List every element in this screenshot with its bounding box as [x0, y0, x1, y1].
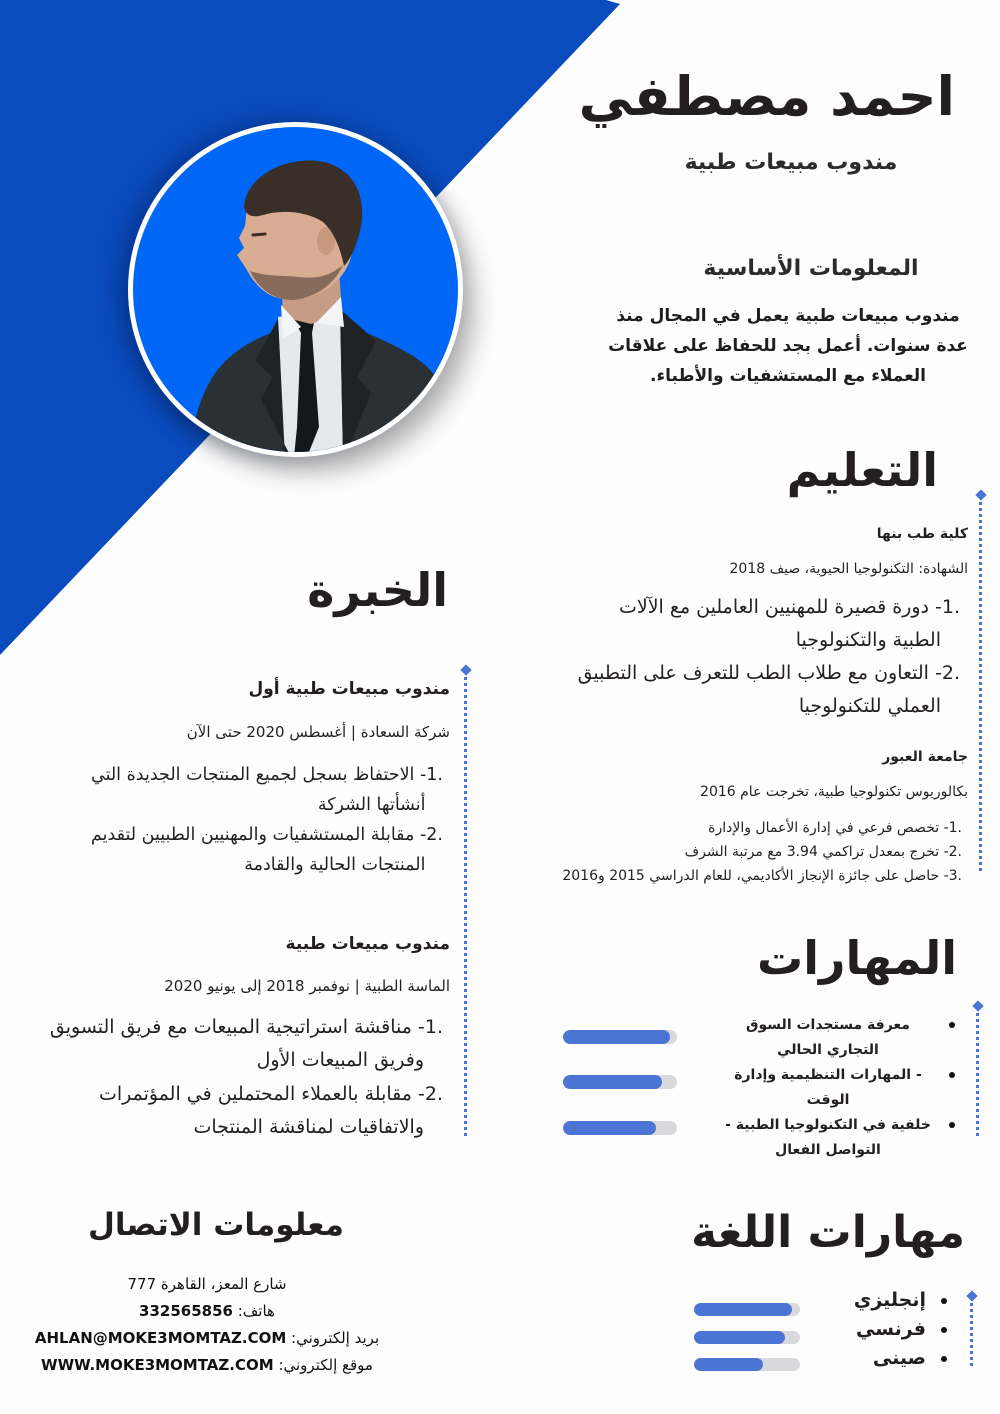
- list-item: [50, 1078, 443, 1145]
- language-level-bar: [694, 1331, 800, 1344]
- timeline-diamond-icon: [972, 1000, 983, 1011]
- website-label: موقع إلكتروني:: [273, 1356, 373, 1374]
- list-marker: 3.: [948, 868, 962, 884]
- skills-heading: المهارات: [757, 931, 957, 985]
- skill-item: [718, 1113, 938, 1163]
- skills-timeline: [976, 1013, 979, 1137]
- contact-email-row: [0, 1325, 414, 1352]
- list-item: [578, 657, 960, 723]
- email-label: بريد إلكتروني:: [286, 1329, 380, 1347]
- skill-level-bar: [563, 1030, 677, 1044]
- list-item: [562, 816, 962, 840]
- language-item: إنجليزي: [853, 1289, 926, 1311]
- list-marker: 2.: [941, 662, 960, 684]
- bullet-icon: [949, 1072, 955, 1078]
- job-company-dates: شركة السعادة | أغسطس 2020 حتى الآن: [186, 723, 450, 741]
- timeline-diamond-icon: [966, 1290, 977, 1301]
- list-item-text: - مناقشة استراتيجية المبيعات مع فريق التسويق: [49, 1016, 425, 1038]
- job-duties-list: [50, 1011, 443, 1144]
- contact-info: [0, 1271, 414, 1379]
- skill-level-fill: [563, 1075, 662, 1089]
- list-marker: 1.: [948, 820, 962, 836]
- education-institution: جامعة العبور: [882, 749, 968, 765]
- profile-summary-line: العملاء مع المستشفيات والأطباء.: [649, 366, 927, 386]
- education-heading: التعليم: [786, 443, 938, 497]
- contact-address: شارع المعز، القاهرة 777: [127, 1275, 287, 1293]
- timeline-diamond-icon: [460, 664, 471, 675]
- list-item-text: العملي للتكنولوجيا: [798, 695, 941, 717]
- skill-level-bar: [563, 1121, 677, 1135]
- skill-level-fill: [563, 1030, 670, 1044]
- skill-label-line: التجاري الحالي: [777, 1042, 879, 1058]
- bullet-icon: [949, 1122, 955, 1128]
- list-marker: 2.: [426, 825, 443, 845]
- profile-heading: المعلومات الأساسية: [703, 256, 919, 281]
- education-achievements-list: [562, 816, 962, 888]
- skill-item: [718, 1063, 938, 1113]
- list-item-text: - تخرج بمعدل تراكمي 3.94 مع مرتبة الشرف: [684, 844, 949, 860]
- candidate-name: احمد مصطفي: [578, 65, 955, 128]
- skill-level-bar: [563, 1075, 677, 1089]
- list-item-text: - دورة قصيرة للمهنيين العاملين مع الآلات: [618, 596, 942, 618]
- list-item-text: الطبية والتكنولوجيا: [795, 629, 941, 651]
- list-item: [50, 1011, 443, 1078]
- list-item-text: أنشأتها الشركة: [317, 795, 426, 815]
- phone-number[interactable]: 332565856: [139, 1302, 233, 1320]
- profile-summary-line: عدة سنوات. أعمل بجد للحفاظ على علاقات: [608, 336, 968, 356]
- languages-timeline: [970, 1303, 973, 1369]
- contact-website-row: [0, 1352, 414, 1379]
- skill-label-line: معرفة مستجدات السوق: [746, 1017, 910, 1033]
- list-marker: 1.: [426, 765, 443, 785]
- language-level-bar: [694, 1303, 800, 1316]
- bullet-icon: [941, 1327, 947, 1333]
- contact-phone-row: [0, 1298, 414, 1325]
- education-achievements-list: [578, 591, 960, 723]
- education-institution: كلية طب بنها: [876, 526, 968, 542]
- website-link[interactable]: WWW.MOKE3MOMTAZ.COM: [41, 1356, 274, 1374]
- man-in-suit-portrait-icon: [133, 127, 458, 452]
- language-level-bar: [694, 1358, 800, 1371]
- skill-item: [718, 1013, 938, 1063]
- experience-heading: الخبرة: [307, 563, 448, 617]
- language-item: فرنسي: [856, 1318, 926, 1340]
- list-item-text: وفريق المبيعات الأول: [256, 1049, 424, 1072]
- bullet-icon: [941, 1356, 947, 1362]
- language-item: صينى: [872, 1347, 926, 1369]
- list-item: [91, 760, 443, 820]
- profile-photo: [128, 122, 463, 457]
- skill-label-line: خلفية في التكنولوجيا الطبية -: [725, 1117, 931, 1133]
- education-degree: الشهادة: التكنولوجيا الحيوية، صيف 2018: [729, 561, 968, 577]
- profile-summary-line: مندوب مبيعات طبية يعمل في المجال منذ: [616, 306, 960, 326]
- languages-list: [854, 1286, 926, 1373]
- list-item-text: - مقابلة المستشفيات والمهنيين الطبيين لتقديم: [90, 825, 427, 845]
- email-link[interactable]: AHLAN@MOKE3MOMTAZ.COM: [34, 1329, 287, 1347]
- list-item-text: - تخصص فرعي في إدارة الأعمال والإدارة: [708, 820, 949, 836]
- bullet-icon: [949, 1022, 955, 1028]
- list-marker: 2.: [424, 1082, 443, 1105]
- list-item: [562, 864, 962, 888]
- contact-heading: معلومات الاتصال: [88, 1207, 344, 1243]
- education-timeline: [979, 502, 982, 874]
- languages-heading: مهارات اللغة: [691, 1207, 965, 1258]
- list-marker: 1.: [424, 1016, 443, 1038]
- list-item-text: - الاحتفاظ بسجل لجميع المنتجات الجديدة التي: [90, 765, 427, 785]
- job-title: مندوب مبيعات طبية: [684, 150, 898, 175]
- experience-timeline: [464, 677, 467, 1137]
- skill-level-fill: [563, 1121, 656, 1135]
- phone-label: هاتف:: [232, 1302, 275, 1320]
- bullet-icon: [941, 1298, 947, 1304]
- language-level-fill: [694, 1358, 763, 1371]
- list-marker: 2.: [948, 844, 962, 860]
- list-marker: 1.: [941, 596, 960, 618]
- job-duties-list: [91, 760, 443, 880]
- language-level-fill: [694, 1303, 792, 1316]
- skill-label-line: - المهارات التنظيمية وإدارة: [734, 1067, 922, 1083]
- timeline-diamond-icon: [975, 489, 986, 500]
- list-item: [91, 820, 443, 880]
- list-item: [578, 591, 960, 657]
- language-level-fill: [694, 1331, 785, 1344]
- skill-label-line: التواصل الفعال: [775, 1142, 881, 1158]
- list-item-text: - مقابلة بالعملاء المحتملين في المؤتمرات: [98, 1082, 425, 1105]
- job-role: مندوب مبيعات طبية أول: [248, 679, 450, 699]
- skill-label-line: الوقت: [806, 1092, 850, 1108]
- list-item-text: المنتجات الحالية والقادمة: [244, 855, 426, 875]
- job-company-dates: الماسة الطبية | نوفمبر 2018 إلى يونيو 2020: [164, 977, 450, 995]
- education-degree: بكالوريوس تكنولوجيا طبية، تخرجت عام 2016: [700, 784, 968, 800]
- job-role: مندوب مبيعات طبية: [285, 934, 450, 954]
- profile-summary: [588, 301, 988, 391]
- list-item-text: - حاصل على جائزة الإنجاز الأكاديمي، للعام الدراسي 2015 و2016: [562, 868, 949, 884]
- list-item: [562, 840, 962, 864]
- list-item-text: - التعاون مع طلاب الطب للتعرف على التطبيق: [577, 662, 942, 684]
- list-item-text: والاتفاقيات لمناقشة المنتجات: [193, 1115, 424, 1138]
